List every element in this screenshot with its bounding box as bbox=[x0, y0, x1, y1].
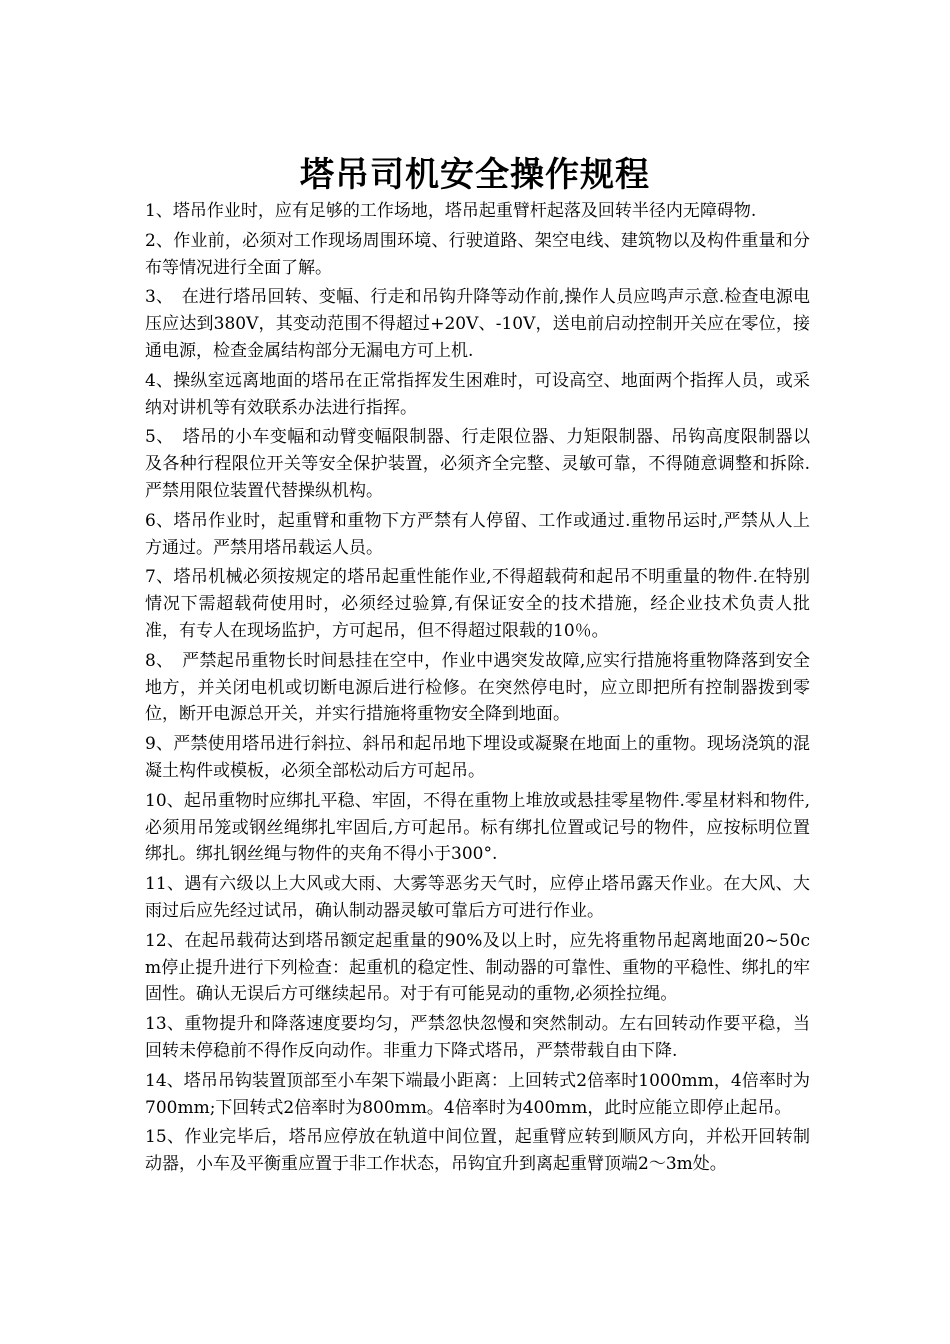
rule-item-13: 13、重物提升和降落速度要均匀，严禁忽快忽慢和突然制动。左右回转动作要平稳，当回转未停稳前不得作反向动作。非重力下降式塔吊，严禁带载自由下降. bbox=[145, 1014, 810, 1061]
rule-item-12: 12、在起吊载荷达到塔吊额定起重量的90%及以上时，应先将重物吊起离地面20~50cm停止提升进行下列检查：起重机的稳定性、制动器的可靠性、重物的平稳性、绑扎的牢固性。确认无误后方可继续起吊。对于有可能晃动的重物,必须拴拉绳。 bbox=[145, 930, 810, 1005]
rule-item-7: 7、塔吊机械必须按规定的塔吊起重性能作业,不得超载荷和起吊不明重量的物件.在特别情况下需超载荷使用时，必须经过验算,有保证安全的技术措施，经企业技术负责人批准，有专人在现场监护，方可起吊，但不得超过限载的10％。 bbox=[145, 567, 810, 641]
document-title: 塔吊司机安全操作规程 bbox=[300, 154, 650, 195]
rule-item-2: 2、作业前，必须对工作现场周围环境、行驶道路、架空电线、建筑物以及构件重量和分布等情况进行全面了解。 bbox=[145, 230, 810, 278]
rule-item-6: 6、塔吊作业时，起重臂和重物下方严禁有人停留、工作或通过.重物吊运时,严禁从人上方通过。严禁用塔吊载运人员。 bbox=[145, 510, 810, 558]
rule-item-14: 14、塔吊吊钩装置顶部至小车架下端最小距离：上回转式2倍率时1000mm，4倍率时为700mm;下回转式2倍率时为800mm。4倍率时为400mm，此时应能立即停止起吊。 bbox=[145, 1070, 810, 1118]
rule-item-1: 1、塔吊作业时，应有足够的工作场地，塔吊起重臂杆起落及回转半径内无障碍物. bbox=[145, 201, 757, 221]
rule-item-15: 15、作业完毕后，塔吊应停放在轨道中间位置，起重臂应转到顺风方向，并松开回转制动器，小车及平衡重应置于非工作状态，吊钩宜升到离起重臂顶端2～3m处。 bbox=[145, 1127, 810, 1175]
rule-item-10: 10、起吊重物时应绑扎平稳、牢固，不得在重物上堆放或悬挂零星物件.零星材料和物件,必须用吊笼或钢丝绳绑扎牢固后,方可起吊。标有绑扎位置或记号的物件，应按标明位置绑扎。绑扎钢丝绳与物件的夹角不得小于300°. bbox=[145, 790, 810, 865]
rule-item-3: 3、 在进行塔吊回转、变幅、行走和吊钩升降等动作前,操作人员应鸣声示意.检查电源电压应达到380V，其变动范围不得超过+20V、-10V，送电前启动控制开关应在零位，接通电源，检查金属结构部分无漏电方可上机. bbox=[145, 287, 810, 361]
rule-item-11: 11、遇有六级以上大风或大雨、大雾等恶劣天气时，应停止塔吊露天作业。在大风、大雨过后应先经过试吊，确认制动器灵敏可靠后方可进行作业。 bbox=[145, 874, 810, 921]
rule-item-9: 9、严禁使用塔吊进行斜拉、斜吊和起吊地下埋设或凝聚在地面上的重物。现场浇筑的混凝土构件或模板，必须全部松动后方可起吊。 bbox=[145, 734, 810, 781]
rule-item-8: 8、 严禁起吊重物长时间悬挂在空中，作业中遇突发故障,应实行措施将重物降落到安全地方，并关闭电机或切断电源后进行检修。在突然停电时，应立即把所有控制器拨到零位，断开电源总开关，并实行措施将重物安全降到地面。 bbox=[145, 650, 810, 725]
rule-item-5: 5、 塔吊的小车变幅和动臂变幅限制器、行走限位器、力矩限制器、吊钩高度限制器以及各种行程限位开关等安全保护装置，必须齐全完整、灵敏可靠，不得随意调整和拆除.严禁用限位装置代替操纵机构。 bbox=[145, 427, 810, 501]
rule-item-4: 4、操纵室远离地面的塔吊在正常指挥发生困难时，可设高空、地面两个指挥人员，或采纳对讲机等有效联系办法进行指挥。 bbox=[145, 370, 810, 418]
document-body bbox=[145, 198, 810, 1181]
